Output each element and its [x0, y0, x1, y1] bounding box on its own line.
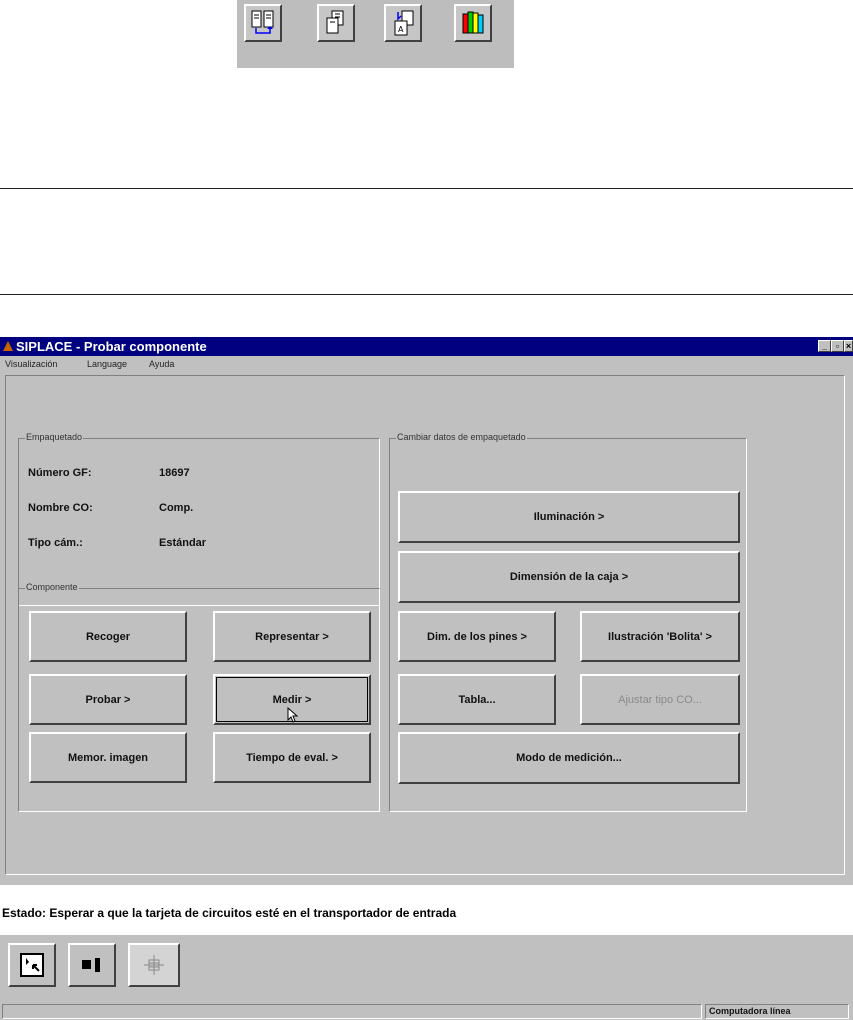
crosshair-grid-button[interactable]: [128, 943, 180, 987]
page-flow-icon[interactable]: [244, 4, 282, 42]
crosshair-grid-icon: [141, 952, 167, 978]
svg-text:A: A: [398, 25, 404, 34]
ilustracion-bolita-button[interactable]: Ilustración 'Bolita' >: [580, 611, 740, 662]
top-toolbar: [237, 0, 514, 68]
divider: [0, 294, 853, 295]
status-text: Estado: Esperar a que la tarjeta de circuitos esté en el transportador de entrada: [2, 906, 457, 920]
dimension-caja-button[interactable]: Dimensión de la caja >: [398, 551, 740, 603]
componente-label: Componente: [26, 582, 78, 592]
close-button[interactable]: ×: [845, 341, 852, 351]
pointer-select-icon: [19, 952, 45, 978]
dim-pines-button[interactable]: Dim. de los pines >: [398, 611, 556, 662]
numero-gf-value: 18697: [159, 467, 190, 479]
menu-bar: [0, 356, 853, 373]
menu-visualizacion[interactable]: Visualización: [5, 359, 58, 369]
nombre-co-label: Nombre CO:: [28, 502, 93, 514]
iluminacion-button[interactable]: Iluminación >: [398, 491, 740, 543]
main-panel: [5, 375, 845, 875]
ajustar-tipo-co-button[interactable]: Ajustar tipo CO...: [580, 674, 740, 725]
representar-button[interactable]: Representar >: [213, 611, 371, 662]
divider: [0, 188, 853, 189]
medir-button[interactable]: Medir >: [213, 674, 371, 725]
tabla-button[interactable]: Tabla...: [398, 674, 556, 725]
pointer-select-button[interactable]: [8, 943, 56, 987]
menu-language[interactable]: Language: [87, 359, 128, 369]
app-icon: [2, 340, 14, 352]
page-exchange-icon[interactable]: [384, 4, 422, 42]
numero-gf-label: Número GF:: [28, 467, 92, 479]
mouse-cursor-icon: [287, 707, 299, 723]
recoger-button[interactable]: Recoger: [29, 611, 187, 662]
app-window: [0, 337, 853, 1020]
window-title: SIPLACE - Probar componente: [16, 339, 207, 354]
empaquetado-group: [18, 438, 380, 606]
modo-medicion-button[interactable]: Modo de medición...: [398, 732, 740, 784]
tipo-cam-value: Estándar: [159, 537, 207, 549]
status-bar-cell: [2, 1004, 702, 1019]
memor-imagen-button[interactable]: Memor. imagen: [29, 732, 187, 783]
status-area: [0, 885, 853, 935]
probar-button[interactable]: Probar >: [29, 674, 187, 725]
maximize-button[interactable]: ▫: [831, 340, 844, 352]
menu-ayuda[interactable]: Ayuda: [149, 359, 175, 369]
mode-indicator: Computadora línea: [705, 1004, 849, 1019]
title-bar: [0, 337, 853, 356]
bottom-toolbar: [0, 935, 853, 1002]
page-stack-icon[interactable]: [317, 4, 355, 42]
empaquetado-label: Empaquetado: [26, 432, 83, 442]
nombre-co-value: Comp.: [159, 502, 194, 514]
tiempo-de-eval-button[interactable]: Tiempo de eval. >: [213, 732, 371, 783]
component-icon: [79, 955, 105, 975]
books-icon[interactable]: [454, 4, 492, 42]
cambiar-datos-label: Cambiar datos de empaquetado: [397, 432, 526, 442]
minimize-button[interactable]: _: [818, 340, 831, 352]
tipo-cam-label: Tipo cám.:: [28, 537, 83, 549]
status-bar: [0, 1003, 853, 1020]
component-button[interactable]: [68, 943, 116, 987]
